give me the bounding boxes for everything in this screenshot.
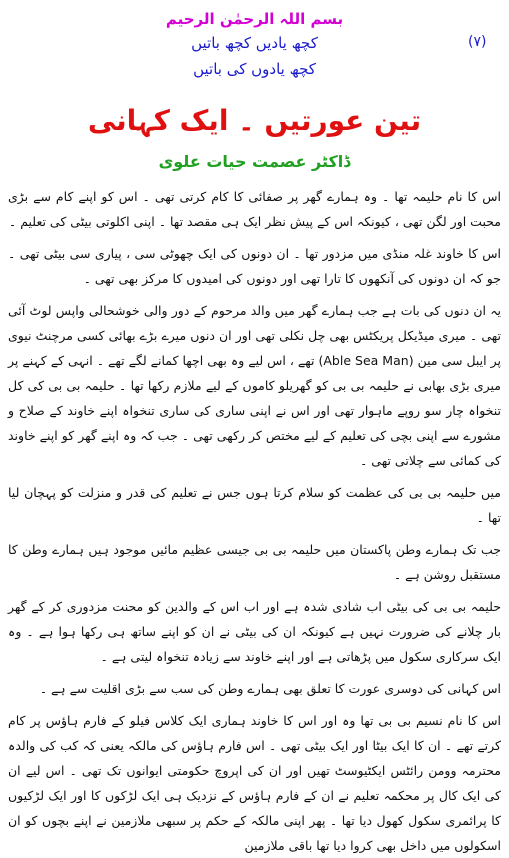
paragraph: اس کا خاوند غلہ منڈی میں مزدور تھا ۔ ان دونوں کی ایک چھوٹی سی ، پیاری سی بیٹی تھی ۔ جو کہ ان دونوں کی آنکھوں کا تارا تھی اور دونوں کی امیدوں کا مرکز بھی تھی ۔ [8,246,501,286]
author-name: ڈاکٹر عصمت حیات علوی [158,152,351,171]
article-number: (۷) [468,34,487,50]
page-title: تین عورتیں ۔ ایک کہانی [87,104,422,137]
paragraph: اس کہانی کی دوسری عورت کا تعلق بھی ہمارے وطن کی سب سے بڑی اقلیت سے ہے ۔ [39,681,501,696]
paragraph: جب تک ہمارے وطن پاکستان میں حلیمہ بی بی جیسی عظیم مائیں موجود ہیں ہمارے وطن کا مستقبل روشن ہے ۔ [8,542,501,582]
paragraph: یہ ان دنوں کی بات ہے جب ہمارے گھر میں والد مرحوم کے دور والی خوشحالی واپس لوٹ آئی تھی ۔ میری میڈیکل پریکٹس بھی چل نکلی تھی اور ان دنوں میرے بڑے بھائی کسی مرچنٹ نیوی پر ایبل سی مین (Able Sea Man) تھے ، اس لیے وہ بھی اچھا کمانے لگے تھے ۔ انہی کے کہنے پر میری بڑی بھابی نے حلیمہ بی بی کو گھریلو کاموں کے لیے ملازم رکھا تھا ۔ حلیمہ بی بی کی کل تنخواہ چار سو روپے ماہوار تھی اور اس نے اپنی ساری کی ساری تنخواہ اپنے خاوند کے صلاح و مشورے سے اپنی بچی کی تعلیم کے لیے مختص کر رکھی تھی ۔ جب کہ وہ اپنے گھر کو اپنے خاوند کی کمائی سے چلاتی تھی ۔ [8,303,502,468]
paragraph: حلیمہ بی بی کی بیٹی اب شادی شدہ ہے اور اب اس کے والدین کو محنت مزدوری کر کے گھر بار چلانے کی ضرورت نہیں ہے کیونکہ ان کی بیٹی نے ان کو اپنے ساتھ ہی رکھا ہوا ہے ۔ وہ ایک سرکاری سکول میں پڑھاتی ہے اور اپنے خاوند سے زیادہ تنخواہ لیتی ہے ۔ [8,599,501,664]
subtitle-line-2: کچھ یادوں کی باتیں [193,60,316,78]
paragraph: اس کا نام حلیمہ تھا ۔ وہ ہمارے گھر پر صفائی کا کام کرتی تھی ۔ اس کو اپنے کام سے بڑی محبت اور لگن تھی ، کیونکہ اس کے پیش نظر ایک ہی مقصد تھا ۔ اپنی اکلوتی بیٹی کی تعلیم ۔ [8,189,501,229]
bismillah-heading: بسم اللہ الرحمٰن الرحیم [165,10,344,28]
paragraph: میں حلیمہ بی بی کی عظمت کو سلام کرتا ہوں جس نے تعلیم کی قدر و منزلت کو پہچان لیا تھا ۔ [8,485,501,525]
article-body [8,184,502,853]
paragraph: اس کا نام نسیم بی بی تھا وہ اور اس کا خاوند ہماری ایک کلاس فیلو کے فارم ہاؤس پر کام کرتے تھے ۔ ان کا ایک بیٹا اور ایک بیٹی تھی ۔ اس فارم ہاؤس کی مالکہ یعنی کہ کب کی والدہ محترمہ وومن رائٹس ایکٹیوسٹ تھیں اور ان کی اپروچ حکومتی ایوانوں تک تھی ۔ اس لیے ان کی ایک کال پر محکمہ تعلیم نے ان کے فارم ہاؤس کے نزدیک ہی ایک لڑکوں کا اور ایک لڑکیوں کا پرائمری سکول کھول دیا تھا ۔ پھر اپنی مالکہ کے حکم پر سبھی ملازمین نے اپنے بچوں کو ان اسکولوں میں داخل بھی کروا دیا تھا باقی ملازمین [8,713,501,853]
subtitle-line-1: کچھ یادیں کچھ باتیں [191,34,318,52]
